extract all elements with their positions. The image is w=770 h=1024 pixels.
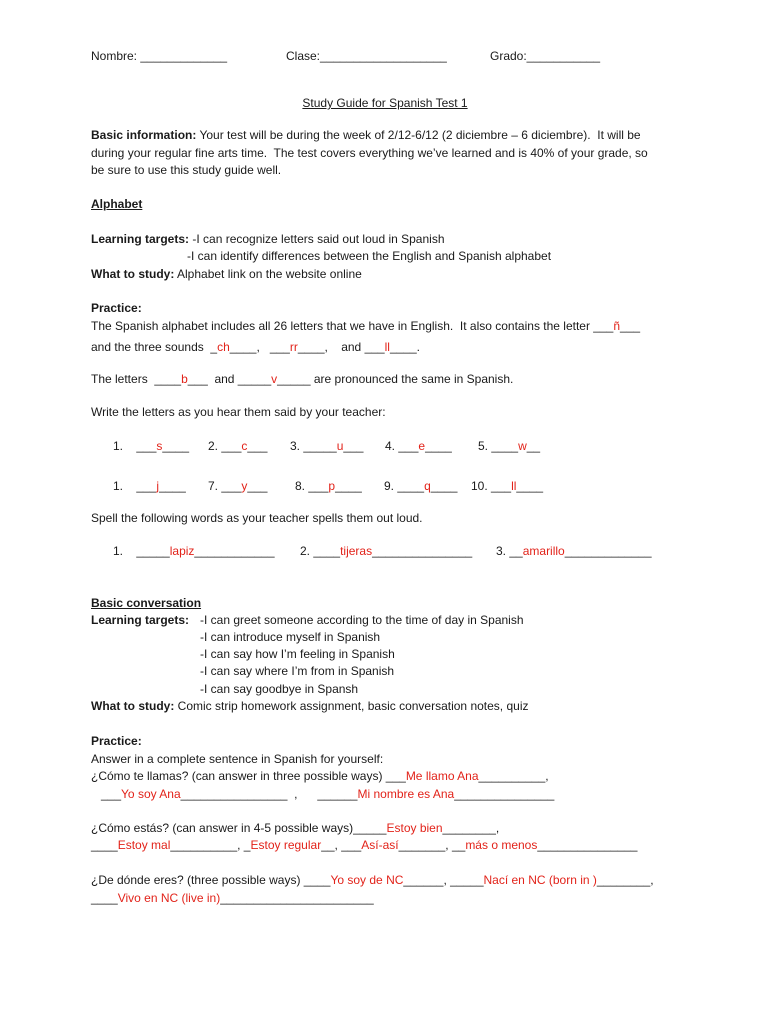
blank-pre: ___ [221, 479, 242, 493]
blank-pre: _____ [136, 544, 170, 558]
item-number: 3. [496, 544, 507, 558]
blank-pre: ___ [491, 479, 512, 493]
item-number: 5. [478, 439, 489, 453]
page-title: Study Guide for Spanish Test 1 [302, 96, 468, 110]
blank-post: ___ [343, 439, 364, 453]
letter-item [290, 438, 363, 454]
answer-asi-asi: Así-así [361, 838, 399, 852]
letter-item [113, 438, 189, 454]
blank-post: ____ [516, 479, 544, 493]
spell-answer: amarillo [522, 544, 565, 558]
letter-answer: p [328, 479, 336, 493]
answer-yo-soy-de: Yo soy de NC [330, 873, 404, 887]
alphabet-practice-line-1 [91, 318, 640, 334]
conversation-target: -I can say where I’m from in Spanish [200, 664, 395, 678]
clase-field: Clase:___________________ [286, 49, 447, 63]
blank-post: ___ [247, 479, 268, 493]
conversation-target: -I can greet someone according to the time of day in Spanish [200, 613, 524, 627]
answer-estoy-mal: Estoy mal [117, 838, 171, 852]
blank-pre: ___ [136, 439, 157, 453]
q3-mid: ______, _____ [403, 873, 484, 887]
blank-post: __ [526, 439, 541, 453]
blank-post: ____ [159, 479, 186, 493]
q3-post: ________, [596, 873, 654, 887]
blank-pre: ___ [308, 479, 329, 493]
item-number: 1. [113, 439, 124, 453]
spell-words-instruction: Spell the following words as your teacher spells them out loud. [91, 511, 423, 525]
conversation-instruction: Answer in a complete sentence in Spanish for yourself: [91, 752, 384, 766]
basic-info-line-2: during your regular fine arts time. The test covers everything we’ve learned and is 40% of your grade, so [91, 146, 648, 160]
blank-post: ____ [430, 479, 458, 493]
q2b-mid-3: _______, __ [398, 838, 466, 852]
question-name-line-2 [91, 786, 554, 802]
blank-pre: ____ [313, 544, 341, 558]
conversation-target: -I can introduce myself in Spanish [200, 630, 381, 644]
alphabet-targets-label: Learning targets: [91, 232, 190, 246]
same-mid: ___ and _____ [187, 372, 272, 386]
spell-item [496, 543, 652, 559]
letter-answer: u [336, 439, 344, 453]
spell-answer: lapiz [169, 544, 195, 558]
alphabet-target-1 [91, 231, 445, 247]
alphabet-practice-label: Practice: [91, 301, 142, 315]
blank-post: ____________ [194, 544, 275, 558]
item-number: 3. [290, 439, 301, 453]
write-letters-instruction: Write the letters as you hear them said by your teacher: [91, 405, 386, 419]
answer-estoy-bien: Estoy bien [386, 821, 443, 835]
letter-item [208, 478, 267, 494]
letter-answer: e [418, 439, 426, 453]
letter-item [208, 438, 267, 454]
p2-mid-1: ____, ___ [229, 340, 290, 354]
q2-pre: ¿Cómo estás? (can answer in 4-5 possible ways)_____ [91, 821, 387, 835]
basic-info-text-1: Your test will be during the week of 2/12-6/12 (2 diciembre – 6 diciembre). It will be [196, 128, 641, 142]
nombre-field: Nombre: _____________ [91, 49, 228, 63]
q1b-post: _______________ [454, 787, 555, 801]
q2-post: ________, [442, 821, 500, 835]
letter-answer: q [424, 479, 431, 493]
letter-item [295, 478, 362, 494]
answer-yo-soy: Yo soy Ana [121, 787, 181, 801]
blank-pre: ___ [398, 439, 419, 453]
blank-pre: _____ [303, 439, 337, 453]
letter-item [384, 478, 457, 494]
conversation-target: -I can say goodbye in Spansh [200, 682, 359, 696]
q2b-mid-2: __, ___ [321, 838, 362, 852]
q1b-mid: ________________ , ______ [180, 787, 358, 801]
blank-post: ____ [425, 439, 452, 453]
answer-ll: ll [384, 340, 390, 354]
alphabet-study-text: Alphabet link on the website online [174, 267, 362, 281]
q1-post: __________, [478, 769, 549, 783]
blank-pre: ___ [136, 479, 157, 493]
q3-pre: ¿De dónde eres? (three possible ways) ____ [91, 873, 331, 887]
p2-post: ____. [389, 340, 420, 354]
answer-rr: rr [289, 340, 298, 354]
q2b-mid-1: __________, _ [170, 838, 251, 852]
p2-mid-2: ____, and ___ [297, 340, 385, 354]
blank-post: ____ [335, 479, 362, 493]
blank-pre: ____ [491, 439, 519, 453]
answer-naci-en: Nací en NC (born in ) [483, 873, 597, 887]
item-number: 4. [385, 439, 396, 453]
q3b-pre: ____ [91, 891, 118, 905]
conversation-heading: Basic conversation [91, 596, 202, 610]
answer-vivo-en: Vivo en NC (live in) [117, 891, 221, 905]
question-feeling [91, 820, 499, 836]
item-number: 1. [113, 544, 124, 558]
alphabet-target-1-text: -I can recognize letters said out loud in Spanish [189, 232, 445, 246]
answer-mas-o-menos: más o menos [465, 838, 538, 852]
item-number: 2. [300, 544, 311, 558]
answer-enye: ñ [613, 319, 621, 333]
letter-answer: c [241, 439, 248, 453]
same-sound-line [91, 371, 513, 387]
blank-pre: ___ [221, 439, 242, 453]
answer-me-llamo: Me llamo Ana [405, 769, 479, 783]
q2b-pre: ____ [91, 838, 118, 852]
blank-post: _____________ [564, 544, 652, 558]
grado-field: Grado:___________ [490, 49, 601, 63]
q1b-pre: ___ [91, 787, 122, 801]
item-number: 7. [208, 479, 219, 493]
basic-info-line-1 [91, 127, 641, 143]
item-number: 8. [295, 479, 306, 493]
alphabet-study-label: What to study: [91, 267, 175, 281]
blank-pre: __ [509, 544, 523, 558]
item-number: 10. [471, 479, 488, 493]
blank-pre: ____ [397, 479, 425, 493]
conversation-targets-label: Learning targets: [91, 613, 190, 627]
p1-post: ___ [620, 319, 641, 333]
item-number: 9. [384, 479, 395, 493]
letter-answer: j [156, 479, 160, 493]
conversation-practice-label: Practice: [91, 734, 142, 748]
letter-answer: w [518, 439, 527, 453]
letter-answer: ll [511, 479, 517, 493]
same-pre: The letters ____ [91, 372, 182, 386]
alphabet-practice-line-2 [91, 339, 420, 355]
blank-post: ____ [162, 439, 190, 453]
answer-v: v [271, 372, 278, 386]
answer-mi-nombre: Mi nombre es Ana [357, 787, 455, 801]
spell-item [300, 543, 472, 559]
conversation-study [91, 698, 528, 714]
conversation-study-label: What to study: [91, 699, 175, 713]
letter-item [478, 438, 540, 454]
question-name [91, 768, 549, 784]
blank-post: ___ [247, 439, 268, 453]
spell-answer: tijeras [340, 544, 373, 558]
blank-post: _______________ [372, 544, 473, 558]
basic-info-label: Basic information: [91, 128, 197, 142]
answer-b: b [181, 372, 188, 386]
q2b-post: _______________ [537, 838, 638, 852]
answer-ch: ch [217, 340, 230, 354]
spell-item [113, 543, 275, 559]
alphabet-heading: Alphabet [91, 197, 143, 211]
letter-answer: s [156, 439, 163, 453]
letter-item [385, 438, 452, 454]
item-number: 2. [208, 439, 219, 453]
answer-estoy-regular: Estoy regular [250, 838, 322, 852]
letter-item [113, 478, 186, 494]
letter-answer: y [241, 479, 248, 493]
letter-item [471, 478, 543, 494]
conversation-target: -I can say how I’m feeling in Spanish [200, 647, 395, 661]
question-origin-line-2 [91, 890, 374, 906]
p1-pre: The Spanish alphabet includes all 26 letters that we have in English. It also contains the letter ___ [91, 319, 614, 333]
conversation-study-text: Comic strip homework assignment, basic conversation notes, quiz [174, 699, 529, 713]
alphabet-study [91, 266, 362, 282]
q1-pre: ¿Cómo te llamas? (can answer in three possible ways) ___ [91, 769, 406, 783]
basic-info-line-3: be sure to use this study guide well. [91, 163, 282, 177]
alphabet-target-2: -I can identify differences between the English and Spanish alphabet [187, 249, 552, 263]
p2-pre: and the three sounds _ [91, 340, 218, 354]
question-origin [91, 872, 654, 888]
same-post: _____ are pronounced the same in Spanish. [277, 372, 514, 386]
question-feeling-line-2 [91, 837, 637, 853]
item-number: 1. [113, 479, 124, 493]
q3b-post: _______________________ [220, 891, 374, 905]
